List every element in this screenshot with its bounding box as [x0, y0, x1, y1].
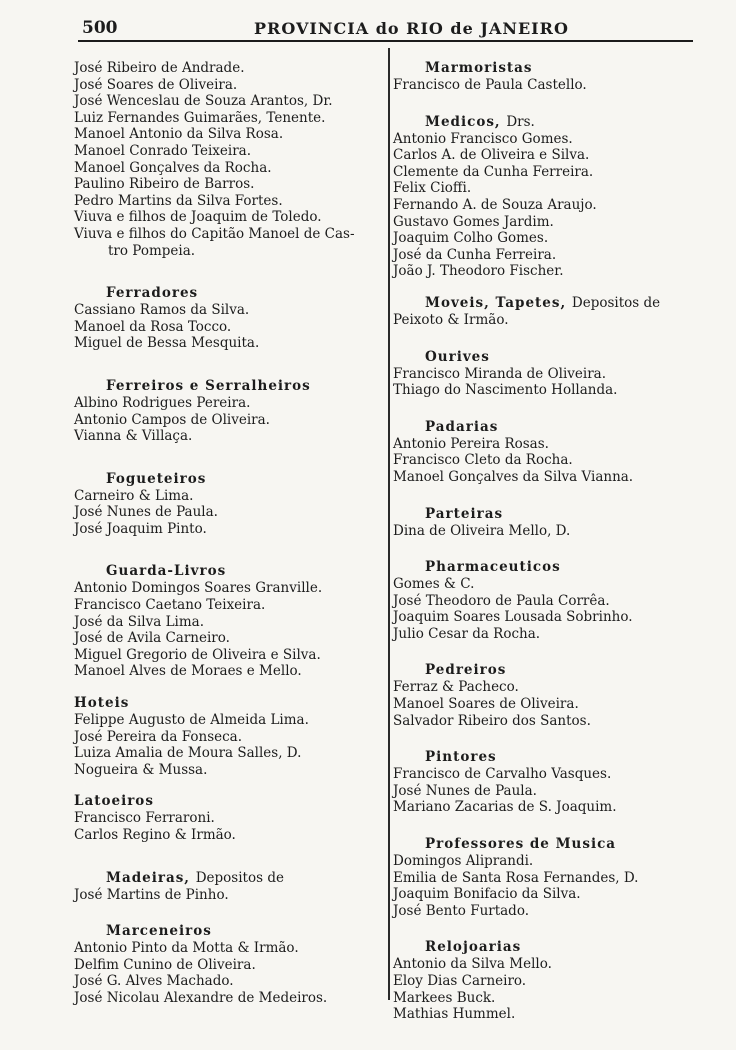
section-heading-suffix: Depositos de [571, 294, 661, 311]
list-item: José Martins de Pinho. [74, 886, 229, 903]
list-item: Viuva e filhos do Capitão Manoel de Cas- [74, 225, 355, 242]
section-heading: Latoeiros [74, 793, 154, 810]
list-item: Antonio Domingos Soares Granville. [74, 580, 323, 597]
list-item: José Soares de Oliveira. [74, 76, 238, 93]
list-item: Joaquim Colho Gomes. [393, 230, 549, 247]
list-item: Albino Rodrigues Pereira. [74, 394, 251, 411]
section-heading-text: Moveis, Tapetes, [425, 294, 567, 311]
list-item: Manoel Gonçalves da Rocha. [74, 159, 272, 176]
section-heading: Padarias [425, 418, 499, 435]
list-item: Carlos A. de Oliveira e Silva. [393, 147, 590, 164]
section-heading: Ferradores [106, 285, 199, 302]
list-item: Manoel Antonio da Silva Rosa. [74, 126, 284, 143]
list-item: José G. Alves Machado. [74, 973, 234, 990]
list-item: José Nunes de Paula. [393, 782, 537, 799]
list-item: Fernando A. de Souza Araujo. [393, 196, 597, 213]
list-item: Carlos Regino & Irmão. [74, 827, 236, 843]
list-item: Francisco Ferraroni. [74, 810, 215, 827]
section-pedreiros [393, 662, 703, 729]
section-pharmaceuticos [393, 559, 703, 642]
list-item: José Wenceslau de Souza Arantos, Dr. [74, 93, 333, 110]
section-heading [74, 870, 380, 887]
list-item: José Pereira da Fonseca. [74, 728, 243, 745]
list-item: Manoel da Rosa Tocco. [74, 318, 232, 335]
list-item: Julio Cesar da Rocha. [393, 625, 541, 642]
list-item: José de Avila Carneiro. [74, 630, 230, 647]
section-heading-text: Medicos, [425, 113, 501, 130]
list-item: Viuva e filhos de Joaquim de Toledo. [74, 209, 322, 226]
section-hoteis [74, 695, 380, 778]
list-item: Francisco de Paula Castello. [393, 77, 587, 93]
list-item: Delfim Cunino de Oliveira. [74, 956, 256, 973]
list-item: Manoel Conrado Teixeira. [74, 142, 251, 159]
section-padarias [393, 419, 703, 486]
list-item: José da Cunha Ferreira. [393, 246, 557, 263]
section-parteiras [393, 506, 703, 540]
list-item: José Theodoro de Paula Corrêa. [393, 592, 610, 609]
list-item: Mariano Zacarias de S. Joaquim. [393, 799, 617, 816]
list-item: José Ribeiro de Andrade. [74, 60, 245, 76]
list-item: Miguel Gregorio de Oliveira e Silva. [74, 646, 321, 663]
list-item: Francisco Miranda de Oliveira. [393, 365, 607, 382]
list-item: Salvador Ribeiro dos Santos. [393, 712, 591, 729]
list-item: Pedro Martins da Silva Fortes. [74, 192, 283, 209]
list-item: Joaquim Soares Lousada Sobrinho. [393, 609, 633, 626]
section-heading: Parteiras [425, 505, 504, 522]
list-item: Luiz Fernandes Guimarães, Tenente. [74, 109, 326, 126]
section-relojoarias [393, 939, 703, 1022]
list-item: Francisco Caetano Teixeira. [74, 597, 266, 614]
list-item: Felix Cioffi. [393, 180, 472, 197]
list-item: Peixoto & Irmão. [393, 311, 509, 328]
list-item: Vianna & Villaça. [74, 428, 193, 445]
section-medicos [393, 114, 703, 280]
list-item: Thiago do Nascimento Hollanda. [393, 382, 618, 399]
list-item: Manoel Soares de Oliveira. [393, 696, 579, 713]
list-item: José Nicolau Alexandre de Medeiros. [74, 989, 328, 1006]
list-item: Francisco de Carvalho Vasques. [393, 766, 612, 783]
list-item: Cassiano Ramos da Silva. [74, 302, 250, 319]
section-heading-suffix: Depositos de [195, 869, 284, 886]
list-item: Gustavo Gomes Jardim. [393, 213, 554, 230]
list-item: Markees Buck. [393, 989, 496, 1006]
section-heading: Pedreiros [425, 662, 507, 679]
list-item: Luiza Amalia de Moura Salles, D. [74, 745, 302, 762]
list-item: Felippe Augusto de Almeida Lima. [74, 712, 309, 729]
section-moveis [393, 295, 703, 329]
section-continuation [74, 60, 380, 259]
list-item: Dina de Oliveira Mello, D. [393, 522, 571, 539]
section-heading: Marmoristas [425, 60, 533, 76]
section-heading: Relojoarias [425, 939, 522, 956]
section-ferreiros [74, 378, 380, 445]
list-item: Manoel Gonçalves da Silva Vianna. [393, 468, 634, 485]
list-item: Mathias Hummel. [393, 1006, 516, 1023]
section-heading: Pharmaceuticos [425, 559, 561, 576]
section-heading: Fogueteiros [106, 470, 207, 487]
section-marceneiros [74, 923, 380, 1006]
list-item: tro Pompeia. [108, 242, 196, 259]
section-heading-text: Madeiras, [106, 869, 191, 886]
list-item: Francisco Cleto da Rocha. [393, 452, 573, 469]
list-item: Carneiro & Lima. [74, 487, 194, 504]
page-number: 500 [82, 18, 118, 38]
list-item: Domingos Aliprandi. [393, 853, 534, 870]
page-title: PROVINCIA do RIO de JANEIRO [254, 19, 569, 38]
list-item: Joaquim Bonifacio da Silva. [393, 886, 581, 903]
list-item: Antonio da Silva Mello. [393, 956, 552, 973]
list-item: Eloy Dias Carneiro. [393, 973, 527, 989]
section-heading: Marceneiros [106, 923, 212, 940]
list-item: José Nunes de Paula. [74, 504, 218, 521]
list-item: Manoel Alves de Moraes e Mello. [74, 663, 302, 680]
list-item: Ferraz & Pacheco. [393, 679, 519, 696]
list-item: Gomes & C. [393, 576, 475, 593]
section-guarda-livros [74, 563, 380, 680]
list-item: João J. Theodoro Fischer. [393, 263, 564, 280]
list-item: Antonio Campos de Oliveira. [74, 411, 270, 428]
section-heading [393, 295, 703, 312]
section-heading: Professores de Musica [425, 836, 617, 853]
section-latoeiros [74, 793, 380, 843]
list-item: José da Silva Lima. [74, 613, 205, 630]
section-heading-suffix: Drs. [506, 113, 535, 130]
section-heading: Ferreiros e Serralheiros [106, 377, 311, 394]
list-item: Miguel de Bessa Mesquita. [74, 335, 260, 352]
section-heading [393, 114, 703, 131]
section-ourives [393, 349, 703, 399]
section-marmoristas [393, 60, 703, 94]
list-item: Paulino Ribeiro de Barros. [74, 176, 255, 193]
list-item: Nogueira & Mussa. [74, 761, 208, 778]
list-item: Antonio Francisco Gomes. [393, 130, 573, 147]
header-rule [78, 40, 693, 42]
section-heading: Hoteis [74, 695, 130, 712]
list-item: José Bento Furtado. [393, 902, 530, 919]
right-column [393, 60, 703, 1023]
list-item: José Joaquim Pinto. [74, 520, 207, 537]
section-heading: Pintores [425, 749, 497, 766]
section-heading: Ourives [425, 348, 490, 365]
list-item: Emilia de Santa Rosa Fernandes, D. [393, 869, 639, 886]
section-professores [393, 836, 703, 919]
section-fogueteiros [74, 471, 380, 538]
section-madeiras [74, 870, 380, 904]
list-item: Antonio Pereira Rosas. [393, 435, 549, 452]
left-column [74, 60, 380, 1007]
section-heading: Guarda-Livros [106, 563, 227, 580]
section-pintores [393, 749, 703, 816]
column-divider [388, 48, 390, 1000]
list-item: Clemente da Cunha Ferreira. [393, 163, 594, 180]
list-item: Antonio Pinto da Motta & Irmão. [74, 940, 299, 957]
section-ferradores [74, 285, 380, 352]
page-header [82, 14, 682, 40]
